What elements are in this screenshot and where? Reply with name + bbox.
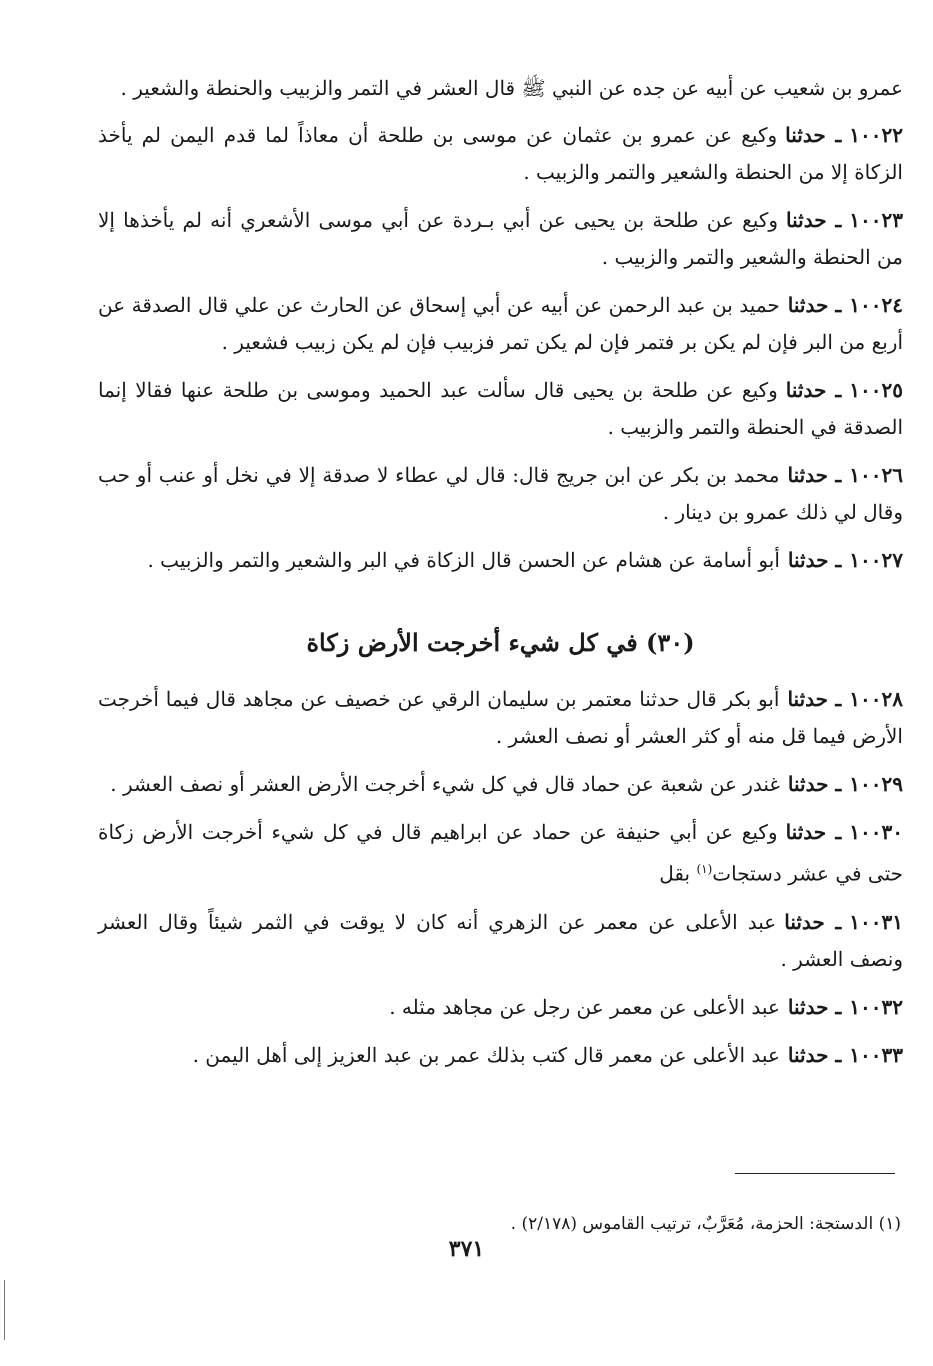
hadith-10027	[98, 542, 903, 579]
hadith-10028	[98, 681, 903, 755]
hadith-number: ١٠٠٢٢	[849, 123, 903, 147]
scan-edge-line	[4, 1280, 5, 1340]
page-body	[98, 70, 903, 1085]
hadith-text: عبد الأعلى عن معمر عن رجل عن مجاهد مثله .	[389, 994, 780, 1019]
hadith-text: وكيع عن طلحة بن يحيى قال سألت عبد الحميد وموسى بن طلحة عنها فقالا إنما الصدقة في الحنطة والتمر والزبيب .	[98, 378, 903, 439]
hadith-number: ١٠٠٢٤	[849, 293, 903, 317]
hadith-number: ١٠٠٣٣	[849, 1042, 903, 1067]
hadith-10025	[98, 372, 903, 446]
hadith-keyword: ـ حدثنا	[787, 293, 842, 317]
hadith-10033	[98, 1037, 903, 1074]
section-heading: (٣٠) في كل شيء أخرجت الأرض زكاة	[306, 628, 695, 657]
hadith-text: وكيع عن طلحة بن يحيى عن أبي بـردة عن أبي موسى الأشعري أنه لم يأخذها إلا من الحنطة والشعير والتمر والزبيب .	[98, 208, 903, 269]
hadith-number: ١٠٠٣٠	[849, 820, 903, 844]
hadith-keyword: ـ حدثنا	[785, 378, 842, 402]
hadith-number: ١٠٠٢٨	[849, 687, 903, 711]
hadith-10024	[98, 287, 903, 361]
hadith-keyword: ـ حدثنا	[787, 687, 842, 711]
hadith-10026	[98, 457, 903, 531]
hadith-text: عبد الأعلى عن معمر عن الزهري أنه كان لا يوقت في الثمر شيئاً وقال العشر ونصف العشر .	[98, 909, 903, 971]
hadith-text: عبد الأعلى عن معمر قال كتب بذلك عمر بن عبد العزيز إلى أهل اليمن .	[192, 1042, 780, 1067]
hadith-keyword: ـ حدثنا	[787, 1042, 842, 1067]
hadith-text: حميد بن عبد الرحمن عن أبيه عن أبي إسحاق عن الحارث عن علي قال الصدقة عن أربع من البر فإن لم يكن بر فتمر فإن لم يكن تمر فزبيب فإن لم يكن زبيب فشعير .	[98, 293, 903, 354]
hadith-keyword: ـ حدثنا	[787, 772, 842, 796]
hadith-keyword: ـ حدثنا	[785, 123, 842, 147]
hadith-keyword: ـ حدثنا	[786, 208, 842, 232]
intro-paragraph: عمرو بن شعيب عن أبيه عن جده عن النبي ﷺ قال العشر في التمر والزبيب والحنطة والشعير .	[120, 76, 903, 100]
hadith-number: ١٠٠٢٦	[849, 463, 903, 487]
footnote-marker: (١)	[696, 862, 713, 876]
hadith-10023	[98, 202, 903, 276]
hadith-10032	[98, 989, 903, 1026]
hadith-10031	[98, 904, 903, 978]
hadith-text: وكيع عن عمرو بن عثمان عن موسى بن طلحة أن معاذاً لما قدم اليمن لم يأخذ الزكاة إلا من الحنطة والشعير والتمر والزبيب .	[98, 123, 903, 184]
hadith-keyword: ـ حدثنا	[787, 548, 842, 572]
hadith-keyword: ـ حدثنا	[787, 463, 842, 487]
hadith-keyword: ـ حدثنا	[784, 909, 842, 934]
hadith-keyword: ـ حدثنا	[785, 820, 842, 844]
footnote: (١) الدستجة: الحزمة، مُعَرَّبٌ، ترتيب القاموس (٢/١٧٨) .	[510, 1214, 901, 1234]
hadith-text: وكيع عن أبي حنيفة عن حماد عن ابراهيم قال في كل شيء أخرجت الأرض زكاة حتى في عشر دستجات	[98, 820, 903, 886]
hadith-number: ١٠٠٢٥	[849, 378, 903, 402]
hadith-text: أبو بكر قال حدثنا معتمر بن سليمان الرقي عن خصيف عن مجاهد قال فيما أخرجت الأرض فيما قل منه أو كثر العشر أو نصف العشر .	[98, 687, 903, 748]
hadith-number: ١٠٠٣٢	[849, 994, 903, 1019]
hadith-text-tail: بقل	[659, 861, 691, 886]
footnote-divider	[735, 1173, 895, 1174]
hadith-text: غندر عن شعبة عن حماد قال في كل شيء أخرجت الأرض العشر أو نصف العشر .	[110, 772, 780, 796]
hadith-number: ١٠٠٢٣	[849, 208, 903, 232]
hadith-keyword: ـ حدثنا	[787, 994, 842, 1019]
hadith-10022	[98, 117, 903, 191]
hadith-10030	[98, 814, 903, 893]
hadith-10029	[98, 766, 903, 803]
hadith-number: ١٠٠٣١	[849, 909, 903, 934]
hadith-number: ١٠٠٢٧	[849, 548, 903, 572]
hadith-text: محمد بن بكر عن ابن جريج قال: قال لي عطاء لا صدقة إلا في نخل أو عنب أو حب وقال لي ذلك عمرو بن دينار .	[98, 463, 903, 524]
hadith-number: ١٠٠٢٩	[849, 772, 903, 796]
page-number: ٣٧١	[448, 1236, 485, 1262]
hadith-text: أبو أسامة عن هشام عن الحسن قال الزكاة في البر والشعير والتمر والزبيب .	[147, 548, 780, 572]
